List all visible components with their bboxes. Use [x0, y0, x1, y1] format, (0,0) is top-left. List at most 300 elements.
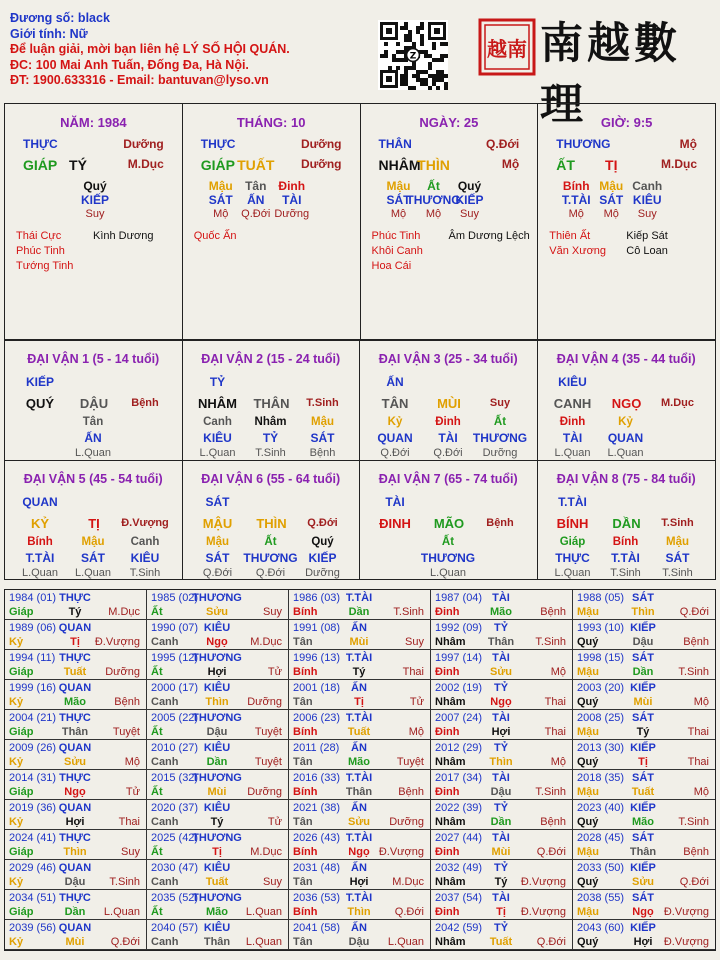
heaven-stem: NHÂM	[378, 157, 421, 173]
ten-god: T.TÀI	[345, 772, 373, 784]
year-cell	[5, 710, 147, 740]
pillar-column	[538, 104, 715, 339]
year-label: 2003 (20)	[577, 682, 625, 694]
earth-branch: Dậu	[348, 936, 370, 948]
hidden-state: Q.Đới	[433, 447, 463, 459]
heaven-stem: Giáp	[9, 906, 34, 918]
stars-left	[16, 229, 73, 274]
hidden-state: L.Quan	[199, 447, 236, 459]
star-name: Quốc Ấn	[193, 230, 237, 242]
earth-branch: TỊ	[88, 516, 100, 531]
ten-god: SÁT	[632, 652, 654, 664]
growth-stage: Đ.Vượng	[94, 636, 140, 648]
heaven-stem: Canh	[151, 936, 179, 948]
heaven-stem: ẤT	[556, 157, 575, 173]
ten-god: TÀI	[492, 772, 510, 784]
year-cell	[289, 830, 431, 860]
star-name: Cô Loan	[626, 245, 668, 257]
decade-title: ĐẠI VẬN 2 (15 - 24 tuổi)	[201, 352, 341, 366]
year-cell	[431, 710, 573, 740]
heaven-stem: Đinh	[435, 726, 460, 738]
year-label: 2016 (33)	[293, 772, 341, 784]
ten-god: SÁT	[632, 832, 654, 844]
decade-cell	[360, 460, 538, 580]
year-cell	[147, 590, 289, 620]
decade-title: ĐẠI VẬN 1 (5 - 14 tuổi)	[27, 352, 160, 366]
hidden-god: QUAN	[377, 431, 413, 445]
hidden-state: Q.Đới	[241, 208, 271, 220]
growth-stage: Thai	[402, 666, 424, 678]
growth-stage: Q.Đới	[536, 846, 566, 858]
heaven-stem: Mậu	[577, 786, 599, 798]
hidden-state: Mộ	[390, 208, 407, 220]
decade-cell	[5, 340, 183, 460]
star-name: Âm Dương Lệch	[448, 230, 530, 242]
year-cell	[147, 770, 289, 800]
ten-god: THƯƠNG	[192, 712, 242, 724]
ten-god: QUAN	[58, 862, 92, 874]
ten-god: THÂN	[378, 137, 412, 151]
earth-branch: Mão	[206, 906, 228, 918]
year-label: 2008 (25)	[577, 712, 625, 724]
earth-branch: Tị	[70, 636, 80, 648]
hidden-state: Mộ	[603, 208, 619, 220]
growth-stage: Suy	[121, 846, 140, 858]
year-label: 1992 (09)	[435, 622, 483, 634]
hidden-stem: Mậu	[599, 179, 624, 193]
pillar-column	[5, 104, 183, 339]
heaven-stem: Ất	[151, 786, 163, 798]
earth-branch: THÂN	[253, 396, 290, 411]
year-cell	[431, 770, 573, 800]
hidden-state: L.Quan	[554, 567, 591, 579]
ten-god: SÁT	[205, 495, 230, 509]
growth-stage: T.Sinh	[661, 517, 694, 529]
earth-branch: Dậu	[64, 876, 86, 888]
year-cell	[5, 920, 147, 950]
growth-stage: M.Dục	[250, 636, 282, 648]
growth-stage: Tử	[267, 666, 282, 678]
star-name: Kình Dương	[93, 230, 154, 242]
hidden-god: SÁT	[599, 193, 624, 207]
year-cell	[573, 650, 715, 680]
year-cell	[5, 770, 147, 800]
growth-stage: Suy	[263, 606, 282, 618]
decade-cell	[183, 460, 361, 580]
decade-title: ĐẠI VẬN 7 (65 - 74 tuổi)	[378, 472, 518, 486]
year-label: 2004 (21)	[9, 712, 57, 724]
growth-stage: Bệnh	[683, 636, 709, 648]
growth-stage: Thai	[687, 726, 709, 738]
earth-branch: Dậu	[632, 636, 654, 648]
hidden-stem: Ất	[264, 536, 277, 548]
hidden-stem: Bính	[612, 536, 639, 548]
hidden-god: SÁT	[81, 551, 105, 565]
year-cell	[431, 860, 573, 890]
earth-branch: Thân	[629, 846, 657, 858]
year-label: 1990 (07)	[151, 622, 199, 634]
earth-branch: Hợi	[65, 816, 85, 828]
year-cell	[431, 650, 573, 680]
decade-title: ĐẠI VẬN 4 (35 - 44 tuổi)	[556, 352, 696, 366]
earth-branch: Tý	[352, 666, 366, 678]
earth-branch: Tuất	[63, 666, 87, 678]
ten-god: KIẾP	[25, 375, 55, 389]
year-label: 2025 (42)	[151, 832, 199, 844]
earth-branch: Thân	[203, 936, 231, 948]
year-cell	[147, 860, 289, 890]
earth-branch: Sửu	[63, 756, 87, 768]
year-label: 1985 (02)	[151, 592, 199, 604]
year-cell	[5, 590, 147, 620]
year-label: 2035 (52)	[151, 892, 199, 904]
earth-branch: Tị	[496, 906, 506, 918]
growth-stage: L.Quan	[103, 906, 140, 918]
heaven-stem: Bính	[293, 606, 318, 618]
year-label: 1997 (14)	[435, 652, 483, 664]
heaven-stem: CANH	[553, 396, 592, 411]
heaven-stem: Nhâm	[435, 636, 466, 648]
decade-cell	[538, 460, 716, 580]
growth-stage: Mộ	[693, 786, 709, 798]
earth-branch: THÌN	[256, 516, 287, 531]
chart-owner-info	[10, 11, 290, 89]
growth-stage: T.Sinh	[678, 816, 709, 828]
heaven-stem: Ất	[151, 606, 163, 618]
hidden-stem: Quý	[83, 179, 107, 193]
year-cell	[573, 710, 715, 740]
year-label: 2027 (44)	[435, 832, 483, 844]
year-cell	[147, 740, 289, 770]
hidden-god: SÁT	[310, 431, 335, 445]
earth-branch: Mùi	[207, 786, 227, 798]
earth-branch: Tị	[638, 756, 648, 768]
heaven-stem: Bính	[293, 666, 318, 678]
hidden-stem: Quý	[311, 536, 334, 548]
heaven-stem: KỶ	[30, 516, 50, 531]
hidden-god: ẤN	[84, 431, 102, 445]
star-name: Văn Xương	[549, 245, 607, 257]
year-label: 2036 (53)	[293, 892, 341, 904]
hidden-stem: Đinh	[278, 179, 306, 193]
hidden-stem: Tân	[245, 179, 267, 193]
year-cell	[431, 800, 573, 830]
hidden-state: Suy	[85, 208, 105, 220]
hidden-state: Dưỡng	[305, 567, 340, 579]
year-label: 1996 (13)	[293, 652, 341, 664]
earth-branch: Dần	[490, 816, 512, 828]
growth-stage: Mộ	[693, 696, 709, 708]
growth-stage: Suy	[489, 397, 511, 409]
ten-god: SÁT	[632, 712, 654, 724]
ten-god: TỶ	[493, 622, 509, 634]
hidden-stem: Đinh	[435, 416, 461, 428]
hidden-state: T.Sinh	[662, 567, 693, 579]
heaven-stem: Quý	[577, 756, 599, 768]
year-cell	[573, 890, 715, 920]
ten-god: THƯƠNG	[192, 832, 242, 844]
year-cell	[147, 710, 289, 740]
hidden-stem: Giáp	[559, 536, 586, 548]
ten-god: KIẾP	[630, 802, 656, 814]
hidden-stem: Ất	[493, 416, 507, 428]
pillar-title: GIỜ: 9:5	[600, 115, 653, 130]
red-seal-logo	[478, 18, 536, 76]
earth-branch: Tuất	[347, 726, 371, 738]
hidden-stem: Kỷ	[387, 416, 403, 428]
earth-branch: Tuất	[489, 936, 513, 948]
heaven-stem: Canh	[151, 756, 179, 768]
ten-god: THỰC	[59, 592, 91, 604]
earth-branch: Ngọ	[490, 696, 512, 708]
earth-branch: Tý	[494, 876, 508, 888]
year-label: 2019 (36)	[9, 802, 57, 814]
earth-branch: TUẤT	[237, 157, 275, 173]
heaven-stem: Nhâm	[435, 696, 466, 708]
ten-god: TÀI	[385, 495, 405, 509]
year-cell	[289, 770, 431, 800]
year-cell	[573, 620, 715, 650]
year-label: 2038 (55)	[577, 892, 625, 904]
heaven-stem: Đinh	[435, 666, 460, 678]
heaven-stem: Canh	[151, 636, 179, 648]
info-line: Để luận giải, mời bạn liên hệ LÝ SỐ HỘI QUÁN.	[10, 42, 290, 56]
year-cell	[289, 590, 431, 620]
earth-branch: Thìn	[489, 756, 513, 768]
year-cell	[289, 800, 431, 830]
growth-stage: Thai	[687, 756, 709, 768]
hidden-stem: Mậu	[666, 536, 689, 548]
earth-branch: Sửu	[631, 876, 655, 888]
growth-stage: Đ.Vượng	[663, 906, 709, 918]
heaven-stem: Tân	[293, 696, 313, 708]
year-cell	[289, 710, 431, 740]
year-cell	[289, 920, 431, 950]
ten-god: THỰC	[59, 832, 91, 844]
ten-god: TỶ	[493, 922, 509, 934]
earth-branch: Sửu	[489, 666, 513, 678]
heaven-stem: Mậu	[577, 906, 599, 918]
ten-god: THỰC	[59, 712, 91, 724]
year-label: 2037 (54)	[435, 892, 483, 904]
earth-branch: Dần	[206, 756, 228, 768]
ten-god: TỶ	[493, 802, 509, 814]
qr-code-icon	[378, 20, 448, 90]
year-label: 2039 (56)	[9, 922, 57, 934]
year-cell	[5, 680, 147, 710]
growth-stage: Đ.Vượng	[520, 876, 566, 888]
heaven-stem: Nhâm	[435, 876, 466, 888]
earth-branch: Dần	[632, 666, 654, 678]
ten-god: KIẾP	[630, 862, 656, 874]
ten-god: THỰC	[59, 892, 91, 904]
earth-branch: Hợi	[491, 726, 511, 738]
year-cell	[147, 800, 289, 830]
hidden-stem: Canh	[632, 179, 663, 193]
info-line: Đương số: black	[10, 11, 110, 25]
star-name: Tướng Tinh	[16, 260, 74, 272]
growth-stage: Tuyệt	[396, 756, 424, 768]
growth-stage: Dưỡng	[123, 137, 164, 151]
hidden-stem: Ất	[427, 179, 440, 193]
year-label: 2011 (28)	[293, 742, 340, 754]
year-label: 2024 (41)	[9, 832, 57, 844]
ten-god: SÁT	[632, 772, 654, 784]
heaven-stem: Ất	[151, 726, 163, 738]
stars-right	[626, 229, 668, 259]
year-cell	[431, 920, 573, 950]
decade-cell	[183, 340, 361, 460]
hidden-god: T.TÀI	[611, 551, 640, 565]
heaven-stem: Tân	[293, 816, 313, 828]
branch-stage: Dưỡng	[300, 157, 342, 171]
year-label: 1991 (08)	[293, 622, 341, 634]
hidden-stem: Mậu	[208, 179, 233, 193]
decade-title: ĐẠI VẬN 8 (75 - 84 tuổi)	[556, 472, 696, 486]
growth-stage: Q.Đới	[536, 936, 566, 948]
heaven-stem: Canh	[151, 696, 179, 708]
hidden-stem: Bính	[562, 179, 590, 193]
growth-stage: Bệnh	[683, 846, 709, 858]
growth-stage: T.Sinh	[306, 397, 339, 409]
hidden-state: Q.Đới	[255, 567, 286, 579]
growth-stage: Bệnh	[486, 517, 514, 529]
hidden-god: THƯƠNG	[420, 551, 476, 565]
year-cell	[573, 590, 715, 620]
earth-branch: Tị	[212, 846, 222, 858]
growth-stage: Dưỡng	[105, 666, 140, 678]
heaven-stem: Ất	[151, 666, 163, 678]
ten-god: SÁT	[632, 892, 654, 904]
growth-stage: Q.Đới	[110, 936, 140, 948]
heaven-stem: Quý	[577, 936, 599, 948]
earth-branch: Tuất	[631, 786, 655, 798]
ten-god: KIẾP	[630, 622, 656, 634]
heaven-stem: GIÁP	[23, 157, 58, 173]
earth-branch: Hợi	[207, 666, 227, 678]
year-label: 2013 (30)	[577, 742, 625, 754]
hidden-state: L.Quan	[74, 567, 112, 579]
year-cell	[573, 680, 715, 710]
info-line: ĐC: 100 Mai Anh Tuấn, Đống Đa, Hà Nội.	[10, 57, 249, 72]
earth-branch: MÃO	[433, 516, 465, 531]
growth-stage: Đ.Vượng	[378, 846, 424, 858]
heaven-stem: TÂN	[381, 396, 409, 411]
pillar-title: THÁNG: 10	[236, 115, 306, 130]
ten-god: T.TÀI	[345, 832, 373, 844]
year-label: 1984 (01)	[9, 592, 57, 604]
ten-god: TÀI	[492, 712, 510, 724]
earth-branch: Mão	[64, 696, 86, 708]
growth-stage: Suy	[263, 876, 282, 888]
heaven-stem: Kỷ	[9, 636, 24, 648]
growth-stage: Đ.Vượng	[520, 906, 566, 918]
heaven-stem: Kỷ	[9, 756, 24, 768]
heaven-stem: Mậu	[577, 846, 599, 858]
year-cell	[573, 920, 715, 950]
year-label: 2000 (17)	[151, 682, 199, 694]
growth-stage: T.Sinh	[109, 876, 140, 888]
growth-stage: Đ.Vượng	[663, 936, 709, 948]
earth-branch: Thìn	[63, 846, 87, 858]
growth-stage: Q.Đới	[679, 606, 709, 618]
ten-god: ẤN	[351, 922, 367, 934]
heaven-stem: Đinh	[435, 906, 460, 918]
heaven-stem: Tân	[293, 636, 313, 648]
growth-stage: Thai	[544, 696, 566, 708]
ten-god: KIÊU	[203, 802, 231, 814]
star-name: Kiếp Sát	[626, 230, 668, 242]
hidden-god: KIẾP	[455, 193, 484, 207]
heaven-stem: Bính	[293, 906, 318, 918]
decade-cell	[5, 460, 183, 580]
growth-stage: Dưỡng	[247, 696, 282, 708]
hidden-god: KIÊU	[632, 193, 662, 207]
hidden-god: SÁT	[386, 193, 411, 207]
growth-stage: Tử	[125, 786, 140, 798]
growth-stage: Q.Đới	[679, 876, 709, 888]
hidden-god: KIÊU	[130, 551, 160, 565]
year-cell	[147, 650, 289, 680]
earth-branch: MÙI	[437, 396, 461, 411]
earth-branch: Mão	[490, 606, 512, 618]
year-cell	[431, 680, 573, 710]
hidden-state: T.Sinh	[255, 447, 286, 459]
ten-god: T.TÀI	[345, 892, 373, 904]
hidden-god: TÀI	[562, 431, 583, 445]
year-cell	[5, 650, 147, 680]
heaven-stem: Ất	[151, 846, 163, 858]
year-cell	[431, 590, 573, 620]
year-cell	[5, 740, 147, 770]
earth-branch: THÌN	[417, 157, 450, 173]
growth-stage: Bệnh	[131, 397, 159, 409]
growth-stage: Đ.Vượng	[121, 517, 169, 529]
heaven-stem: Mậu	[577, 606, 599, 618]
year-cell	[289, 620, 431, 650]
growth-stage: Bệnh	[114, 696, 140, 708]
heaven-stem: Nhâm	[435, 936, 466, 948]
heaven-stem: Quý	[577, 876, 599, 888]
hidden-god: KIẾP	[308, 551, 337, 565]
heaven-stem: Đinh	[435, 786, 460, 798]
ten-god: KIẾP	[630, 682, 656, 694]
ten-god: TÀI	[492, 892, 510, 904]
earth-branch: Hợi	[633, 936, 653, 948]
hidden-stem: Tân	[82, 416, 104, 428]
year-label: 2032 (49)	[435, 862, 483, 874]
ten-god: QUAN	[58, 622, 92, 634]
heaven-stem: Ất	[151, 906, 163, 918]
ten-god: TÀI	[492, 652, 510, 664]
decade-luck-grid	[4, 340, 716, 580]
year-cell	[431, 830, 573, 860]
pillar-title: NĂM: 1984	[60, 115, 127, 130]
year-label: 1986 (03)	[293, 592, 341, 604]
earth-branch: DẬU	[79, 396, 109, 411]
year-cell	[573, 800, 715, 830]
growth-stage: L.Quan	[245, 906, 282, 918]
growth-stage: Q.Đới	[486, 137, 520, 151]
hidden-stem: Nhâm	[254, 416, 287, 428]
hidden-god: THƯƠNG	[406, 193, 461, 207]
growth-stage: Dưỡng	[247, 786, 282, 798]
ten-god: T.TÀI	[345, 712, 373, 724]
info-line: Giới tính: Nữ	[10, 26, 88, 41]
hidden-state: Dưỡng	[274, 208, 310, 220]
growth-stage: Dưỡng	[300, 137, 342, 151]
year-label: 1988 (05)	[577, 592, 625, 604]
